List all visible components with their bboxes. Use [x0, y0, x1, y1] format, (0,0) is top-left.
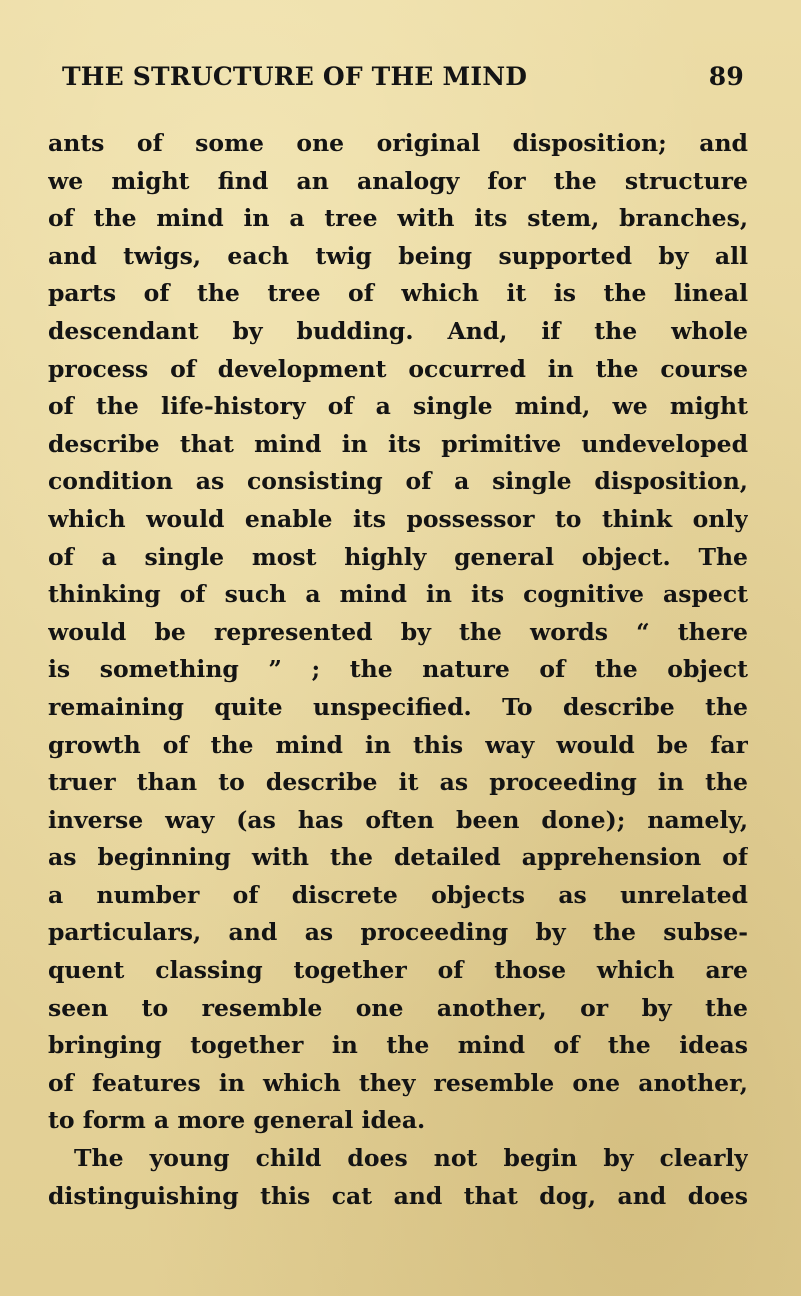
- text-line: descendant by budding. And, if the whole: [48, 316, 748, 345]
- text-line: remaining quite unspecified. To describe the: [48, 692, 748, 721]
- text-line: a number of discrete objects as unrelated: [48, 880, 748, 909]
- text-line: growth of the mind in this way would be far: [48, 730, 748, 759]
- text-line: particulars, and as proceeding by the subse-: [48, 918, 748, 947]
- paragraph-end-line: to form a more general idea.: [48, 1106, 426, 1135]
- text-line: describe that mind in its primitive undeveloped: [48, 429, 748, 458]
- text-line: inverse way (as has often been done); namely,: [48, 805, 748, 834]
- text-line: parts of the tree of which it is the lineal: [48, 279, 748, 308]
- text-line: of features in which they resemble one another,: [48, 1068, 748, 1097]
- text-line: as beginning with the detailed apprehension of: [48, 843, 748, 872]
- page-number: 89: [708, 62, 744, 91]
- text-line: condition as consisting of a single disposition,: [48, 467, 748, 496]
- text-line: bringing together in the mind of the ideas: [48, 1031, 748, 1060]
- text-line: of the life-history of a single mind, we might: [48, 392, 748, 421]
- text-line: which would enable its possessor to think only: [48, 504, 748, 533]
- text-line: of the mind in a tree with its stem, branches,: [48, 204, 748, 233]
- text-line: quent classing together of those which are: [48, 956, 748, 985]
- text-line: distinguishing this cat and that dog, and does: [48, 1181, 748, 1210]
- text-line: ants of some one original disposition; and: [48, 129, 748, 157]
- text-line: process of development occurred in the course: [48, 354, 748, 383]
- text-line: is something ” ; the nature of the object: [48, 655, 748, 684]
- running-title: THE STRUCTURE OF THE MIND: [62, 62, 528, 91]
- text-line: we might find an analogy for the structure: [48, 166, 748, 195]
- page-header: [62, 62, 744, 102]
- paragraph-start-line: The young child does not begin by clearly: [74, 1144, 748, 1173]
- text-line: of a single most highly general object. The: [48, 542, 748, 571]
- text-line: and twigs, each twig being supported by all: [48, 241, 748, 270]
- text-line: thinking of such a mind in its cognitive aspect: [48, 580, 748, 609]
- text-line: seen to resemble one another, or by the: [48, 993, 748, 1022]
- body-text: [48, 125, 748, 1215]
- text-line: would be represented by the words “ there: [48, 617, 748, 646]
- text-line: truer than to describe it as proceeding in the: [48, 768, 748, 797]
